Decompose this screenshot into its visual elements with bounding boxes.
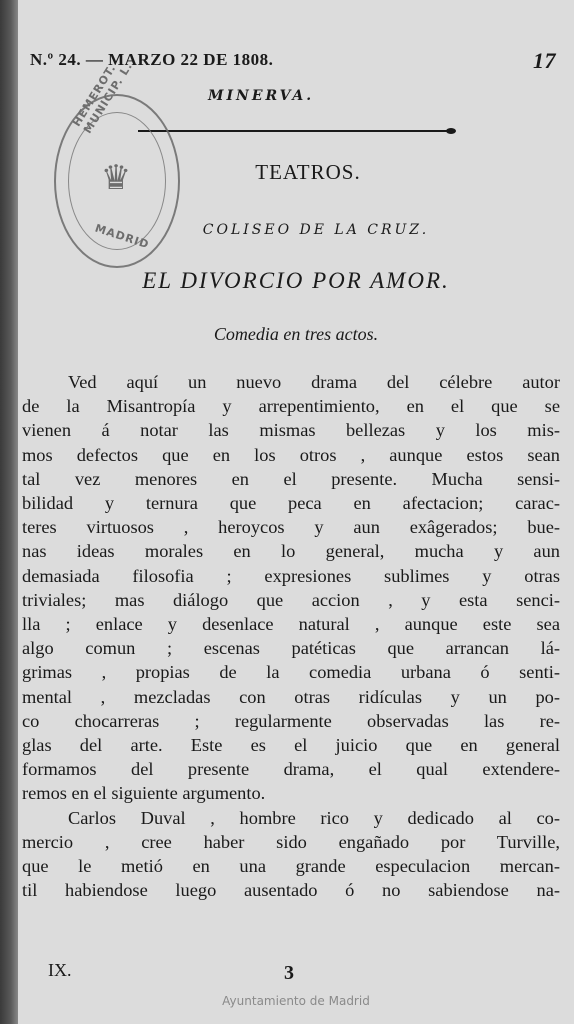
watermark: Ayuntamiento de Madrid [222,994,370,1008]
text-line: grimas , propias de la comedia urbana ó senti- [22,662,560,683]
text-line: remos en el siguiente argumento. [22,783,266,804]
header-rule [138,130,448,132]
text-line: Carlos Duval , hombre rico y dedicado al co- [68,807,560,828]
text-line: formamos del presente drama, el qual extendere- [22,759,560,780]
text-line: lla ; enlace y desenlace natural , aunque este sea [22,614,560,635]
issue-line: N.º 24. — MARZO 22 DE 1808. [30,50,274,69]
play-subtitle: Comedia en tres actos. [213,324,379,344]
paragraph-1 [22,370,560,806]
stamp-text-top: HEMEROT. MUNICIP. L. [70,59,136,136]
sheet-number: 3 [284,962,294,984]
text-line: triviales; mas diálogo que accion , y esta senci- [22,589,560,610]
text-line: bilidad y ternura que peca en afectacion; carac- [22,493,560,514]
text-line: tal vez menores en el presente. Mucha sensi- [22,468,560,489]
text-line: co chocarreras ; regularmente observadas las re- [22,710,560,731]
text-line: demasiada filosofia ; expresiones sublimes y otras [22,565,560,586]
section-title: TEATROS. [255,160,361,184]
text-line: de la Misantropía y arrepentimiento, en el que se [22,396,560,417]
venue-name: COLISEO DE LA CRUZ. [202,222,430,238]
stamp-text-bottom: MADRID [93,221,151,252]
text-line: mercio , cree haber sido engañado por Turville, [22,831,560,852]
text-line: mental , mezcladas con otras ridículas y un po- [22,686,560,707]
page-number: 17 [533,48,556,73]
text-line: Ved aquí un nuevo drama del célebre autor [68,372,560,392]
page-binding-edge [0,0,18,1024]
coat-of-arms-icon: ♛ [100,158,132,198]
text-line: teres virtuosos , heroycos y aun exâgerados; bue- [22,517,560,538]
text-line: que le metió en una grande especulacion mercan- [22,856,560,877]
paragraph-2 [22,806,560,903]
text-line: vienen á notar las mismas bellezas y los mis- [22,420,560,441]
text-line: mos defectos que en los otros , aunque estos sean [22,444,560,465]
text-line: glas del arte. Este es el juicio que en general [22,735,560,756]
signature-mark: IX. [48,960,72,980]
text-line: til habiendose luego ausentado ó no sabiendose na- [22,880,560,901]
text-line: nas ideas morales en lo general, mucha y aun [22,541,560,562]
play-title: EL DIVORCIO POR AMOR. [142,268,450,293]
article-body [22,370,560,902]
journal-name: MINERVA. [208,88,315,104]
text-line: algo comun ; escenas patéticas que arrancan lá- [22,638,560,659]
newspaper-page [18,0,574,1024]
